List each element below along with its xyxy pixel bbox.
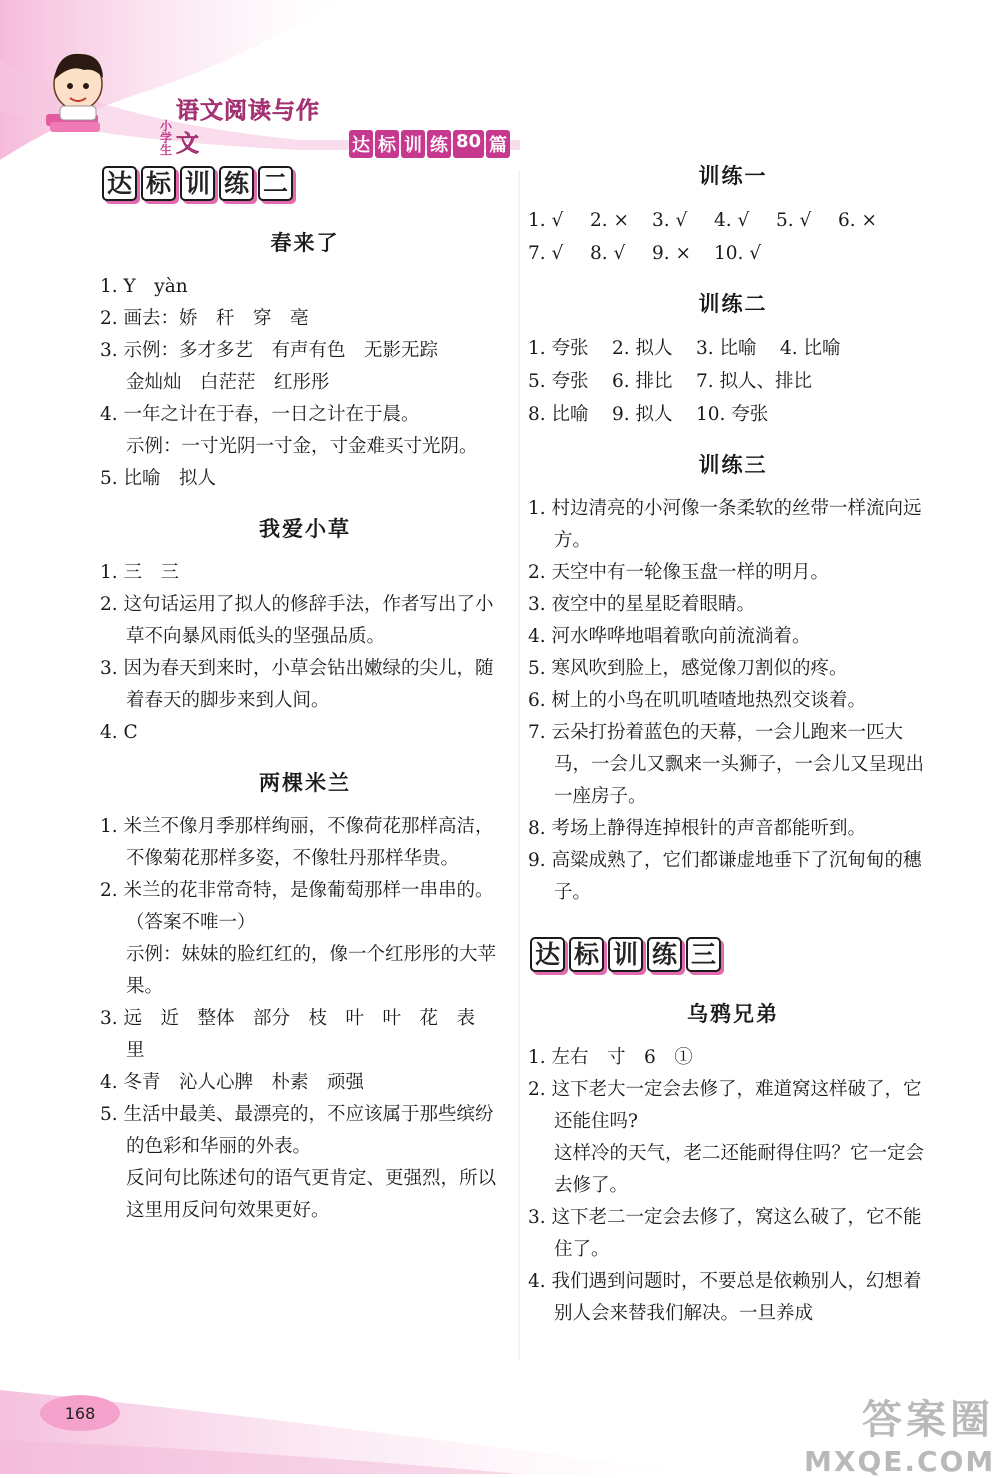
subheading-wo-ai-xiao-cao: 我爱小草 (259, 517, 351, 541)
answer-line: 1. 米兰不像月季那样绚丽，不像荷花那样高洁，不像菊花那样多姿，不像牡丹那样华贵。 (100, 816, 494, 869)
answer-line: 2. 画去：娇 秆 穿 亳 (100, 308, 309, 329)
answer-line: 3. 因为春天到来时，小草会钻出嫩绿的尖儿，随着春天的脚步来到人间。 (100, 658, 494, 711)
answer-line: 4. 河水哗哗地唱着歌向前流淌着。 (528, 626, 811, 647)
subheading-wu-ya-xiong-di: 乌鸦兄弟 (687, 1002, 779, 1026)
subheading-xun-lian-san: 训练三 (698, 453, 768, 477)
answer-row: 8. 比喻 9. 拟人 10. 夸张 (528, 404, 769, 425)
answer-line: 6. 树上的小鸟在叽叽喳喳地热烈交谈着。 (528, 690, 867, 711)
answer-line: 2. 天空中有一轮像玉盘一样的明月。 (528, 562, 830, 583)
left-column (100, 160, 510, 1227)
series-tag: 达 标 训 练 80 篇 (347, 130, 510, 158)
watermark-url: MXQE.COM (804, 1445, 996, 1478)
answer-line: 4. 冬青 沁人心脾 朴素 顽强 (100, 1072, 365, 1093)
answer-line: 示例：妹妹的脸红红的，像一个红彤彤的大苹果。 (126, 944, 497, 997)
series-prefix: 小 学 生 (160, 119, 173, 157)
answer-row: 1. 夸张 2. 拟人 3. 比喻 4. 比喻 (528, 338, 841, 359)
series-name: 语文阅读与作文 (176, 98, 321, 157)
answer-line: 2. 这下老大一定会去修了，难道窝这样破了，它还能住吗? (528, 1079, 922, 1132)
watermark (804, 1388, 996, 1478)
subheading-liang-ke-mi-lan: 两棵米兰 (259, 771, 351, 795)
answer-line: 5. 比喻 拟人 (100, 468, 217, 489)
answer-line: 金灿灿 白茫茫 红彤彤 (126, 372, 330, 393)
answer-line: 1. 左右 寸 6 ① (528, 1047, 693, 1068)
answer-line: 5. 生活中最美、最漂亮的，不应该属于那些缤纷的色彩和华丽的外表。 (100, 1104, 494, 1157)
answers-wu-ya-xiong-di (528, 1042, 938, 1330)
answer-row: 5. 夸张 6. 排比 7. 拟人、排比 (528, 371, 813, 392)
section-title-3: 达 标 训 练 三 (530, 937, 938, 972)
boy-mascot-icon (40, 40, 130, 140)
answer-line: 2. 米兰的花非常奇特，是像葡萄那样一串串的。（答案不唯一） (100, 880, 494, 933)
answer-line: 3. 示例：多才多艺 有声有色 无影无踪 (100, 340, 439, 361)
answers-wo-ai-xiao-cao (100, 557, 510, 749)
answer-line: 7. 云朵打扮着蓝色的天幕，一会儿跑来一匹大马，一会儿又飘来一头狮子，一会儿又呈现出一座房子。 (528, 722, 925, 807)
answer-line: 示例：一寸光阴一寸金，寸金难买寸光阴。 (126, 436, 478, 457)
answers-chun-lai-le (100, 271, 510, 495)
answer-line: 4. 我们遇到问题时，不要总是依赖别人，幻想着别人会来替我们解决。一旦养成 (528, 1271, 922, 1324)
answer-line: 5. 寒风吹到脸上，感觉像刀割似的疼。 (528, 658, 848, 679)
answer-line: 3. 夜空中的星星眨着眼睛。 (528, 594, 756, 615)
right-column (528, 150, 938, 1330)
subheading-xun-lian-yi: 训练一 (698, 164, 768, 188)
subheading-chun-lai-le: 春来了 (270, 231, 340, 255)
answer-line: 3. 远 近 整体 部分 枝 叶 叶 花 表 里 (100, 1008, 494, 1061)
answer-line: 4. 一年之计在于春，一日之计在于晨。 (100, 404, 420, 425)
answer-line: 这样冷的天气，老二还能耐得住吗？它一定会去修了。 (554, 1143, 925, 1196)
answer-line: 反问句比陈述句的语气更肯定、更强烈，所以这里用反问句效果更好。 (126, 1168, 497, 1221)
book-series-title (160, 92, 510, 158)
answer-line: 4. C (100, 722, 138, 743)
answer-line: 2. 这句话运用了拟人的修辞手法，作者写出了小草不向暴风雨低头的坚强品质。 (100, 594, 494, 647)
answer-line: 1. 村边清亮的小河像一条柔软的丝带一样流向远方。 (528, 498, 922, 551)
answer-line: 1. Y yàn (100, 276, 188, 297)
watermark-brand: 答案圈 (862, 1397, 994, 1443)
answer-row: 7. √ 8. √ 9. × 10. √ (528, 243, 762, 264)
section-title-2: 达 标 训 练 二 (102, 166, 510, 201)
page-header (40, 40, 510, 157)
answers-xun-lian-san (528, 493, 938, 909)
page-number: 168 (64, 1404, 96, 1423)
answer-line: 8. 考场上静得连掉根针的声音都能听到。 (528, 818, 867, 839)
answers-liang-ke-mi-lan (100, 811, 510, 1227)
answer-line: 1. 三 三 (100, 562, 180, 583)
answer-line: 3. 这下老二一定会去修了，窝这么破了，它不能住了。 (528, 1207, 922, 1260)
answer-line: 9. 高粱成熟了，它们都谦虚地垂下了沉甸甸的穗子。 (528, 850, 922, 903)
subheading-xun-lian-er: 训练二 (698, 292, 768, 316)
answer-row: 1. √ 2. × 3. √ 4. √ 5. √ 6. × (528, 210, 878, 231)
